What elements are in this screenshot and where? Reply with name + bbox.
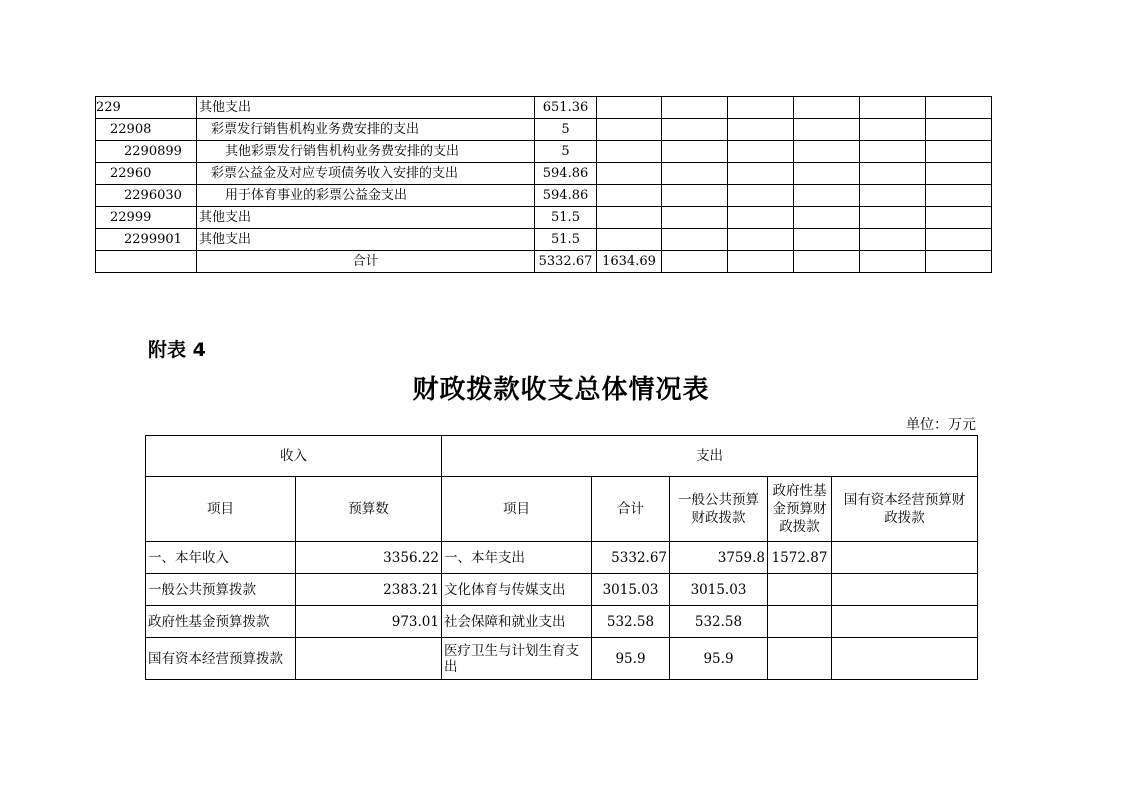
- empty-cell: [662, 207, 728, 229]
- income-item: 国有资本经营预算拨款: [146, 638, 296, 680]
- empty-cell: [860, 163, 926, 185]
- empty-cell: [926, 163, 992, 185]
- row-code: 229: [96, 97, 197, 119]
- row-total: 5: [535, 119, 597, 141]
- general-amount: 95.9: [670, 638, 768, 680]
- table-row: [96, 229, 992, 251]
- empty-cell: [926, 229, 992, 251]
- row-name: 其他支出: [197, 229, 535, 251]
- empty-cell: [728, 163, 794, 185]
- table-row: [96, 119, 992, 141]
- row-code: 2299901: [96, 229, 197, 251]
- empty-cell: [96, 251, 197, 273]
- row-name: 用于体育事业的彩票公益金支出: [197, 185, 535, 207]
- state-amount: [832, 638, 978, 680]
- row-basic: [597, 185, 662, 207]
- fund-amount: [768, 638, 832, 680]
- empty-cell: [860, 229, 926, 251]
- table-row: [146, 542, 978, 574]
- row-code: 22908: [96, 119, 197, 141]
- page-title: 财政拨款收支总体情况表: [412, 375, 710, 405]
- income-amount: 3356.22: [296, 542, 442, 574]
- general-amount: 532.58: [670, 606, 768, 638]
- table-row: [96, 97, 992, 119]
- expense-item: 一、本年支出: [442, 542, 592, 574]
- empty-cell: [926, 251, 992, 273]
- general-budget-header: 一般公共预算财政拨款: [670, 477, 768, 542]
- empty-cell: [794, 229, 860, 251]
- empty-cell: [926, 207, 992, 229]
- header-row: [146, 477, 978, 542]
- income-item: 政府性基金预算拨款: [146, 606, 296, 638]
- empty-cell: [860, 207, 926, 229]
- empty-cell: [662, 141, 728, 163]
- empty-cell: [662, 97, 728, 119]
- empty-cell: [794, 163, 860, 185]
- income-header: 收入: [146, 436, 442, 477]
- table-row: [146, 574, 978, 606]
- expense-total: 3015.03: [592, 574, 670, 606]
- income-amount: 2383.21: [296, 574, 442, 606]
- fund-amount: 1572.87: [768, 542, 832, 574]
- income-item: 一、本年收入: [146, 542, 296, 574]
- state-amount: [832, 606, 978, 638]
- empty-cell: [860, 141, 926, 163]
- row-basic: [597, 119, 662, 141]
- budget-header: 预算数: [296, 477, 442, 542]
- row-basic: [597, 163, 662, 185]
- row-total: 51.5: [535, 229, 597, 251]
- row-name: 其他支出: [197, 97, 535, 119]
- total-amount: 5332.67: [535, 251, 597, 273]
- table-row: [146, 606, 978, 638]
- state-amount: [832, 574, 978, 606]
- fund-amount: [768, 606, 832, 638]
- empty-cell: [728, 229, 794, 251]
- annex-label: 附表 4: [148, 339, 206, 361]
- expense-header: 支出: [442, 436, 978, 477]
- row-code: 22960: [96, 163, 197, 185]
- empty-cell: [860, 97, 926, 119]
- total-label: 合计: [197, 251, 535, 273]
- expense-total: 532.58: [592, 606, 670, 638]
- empty-cell: [794, 119, 860, 141]
- empty-cell: [926, 97, 992, 119]
- table-row: [96, 163, 992, 185]
- empty-cell: [926, 185, 992, 207]
- row-total: 5: [535, 141, 597, 163]
- empty-cell: [662, 251, 728, 273]
- expense-total: 5332.67: [592, 542, 670, 574]
- empty-cell: [728, 185, 794, 207]
- fund-amount: [768, 574, 832, 606]
- empty-cell: [860, 119, 926, 141]
- empty-cell: [794, 97, 860, 119]
- table-row: [146, 638, 978, 680]
- income-amount: [296, 638, 442, 680]
- expenditure-table-body: [96, 97, 992, 273]
- empty-cell: [794, 251, 860, 273]
- row-total: 51.5: [535, 207, 597, 229]
- general-amount: 3759.8: [670, 542, 768, 574]
- empty-cell: [926, 119, 992, 141]
- empty-cell: [728, 141, 794, 163]
- row-basic: [597, 207, 662, 229]
- expense-item-header: 项目: [442, 477, 592, 542]
- empty-cell: [728, 251, 794, 273]
- income-amount: 973.01: [296, 606, 442, 638]
- row-code: 2290899: [96, 141, 197, 163]
- fiscal-table-body: [146, 436, 978, 680]
- income-item: 一般公共预算拨款: [146, 574, 296, 606]
- expense-item: 医疗卫生与计划生育支出: [442, 638, 592, 680]
- row-total: 594.86: [535, 185, 597, 207]
- expense-item: 文化体育与传媒支出: [442, 574, 592, 606]
- unit-label: 单位：万元: [906, 417, 976, 433]
- fund-budget-header: 政府性基金预算财政拨款: [768, 477, 832, 542]
- total-basic: 1634.69: [597, 251, 662, 273]
- empty-cell: [794, 185, 860, 207]
- row-basic: [597, 229, 662, 251]
- expenditure-table: [95, 96, 992, 273]
- expense-total: 95.9: [592, 638, 670, 680]
- header-row-group: [146, 436, 978, 477]
- total-row: [96, 251, 992, 273]
- row-code: 22999: [96, 207, 197, 229]
- empty-cell: [794, 207, 860, 229]
- empty-cell: [860, 185, 926, 207]
- row-name: 彩票发行销售机构业务费安排的支出: [197, 119, 535, 141]
- row-name: 其他彩票发行销售机构业务费安排的支出: [197, 141, 535, 163]
- fiscal-allocation-table: [145, 435, 978, 680]
- row-name: 其他支出: [197, 207, 535, 229]
- state-amount: [832, 542, 978, 574]
- total-header: 合计: [592, 477, 670, 542]
- empty-cell: [662, 119, 728, 141]
- empty-cell: [728, 119, 794, 141]
- empty-cell: [728, 207, 794, 229]
- empty-cell: [662, 163, 728, 185]
- expense-item: 社会保障和就业支出: [442, 606, 592, 638]
- empty-cell: [728, 97, 794, 119]
- row-name: 彩票公益金及对应专项债务收入安排的支出: [197, 163, 535, 185]
- table-row: [96, 141, 992, 163]
- row-total: 651.36: [535, 97, 597, 119]
- empty-cell: [926, 141, 992, 163]
- state-capital-header: 国有资本经营预算财政拨款: [832, 477, 978, 542]
- table-row: [96, 207, 992, 229]
- row-total: 594.86: [535, 163, 597, 185]
- empty-cell: [860, 251, 926, 273]
- row-basic: [597, 141, 662, 163]
- table-row: [96, 185, 992, 207]
- row-basic: [597, 97, 662, 119]
- income-item-header: 项目: [146, 477, 296, 542]
- row-code: 2296030: [96, 185, 197, 207]
- empty-cell: [662, 229, 728, 251]
- empty-cell: [662, 185, 728, 207]
- empty-cell: [794, 141, 860, 163]
- general-amount: 3015.03: [670, 574, 768, 606]
